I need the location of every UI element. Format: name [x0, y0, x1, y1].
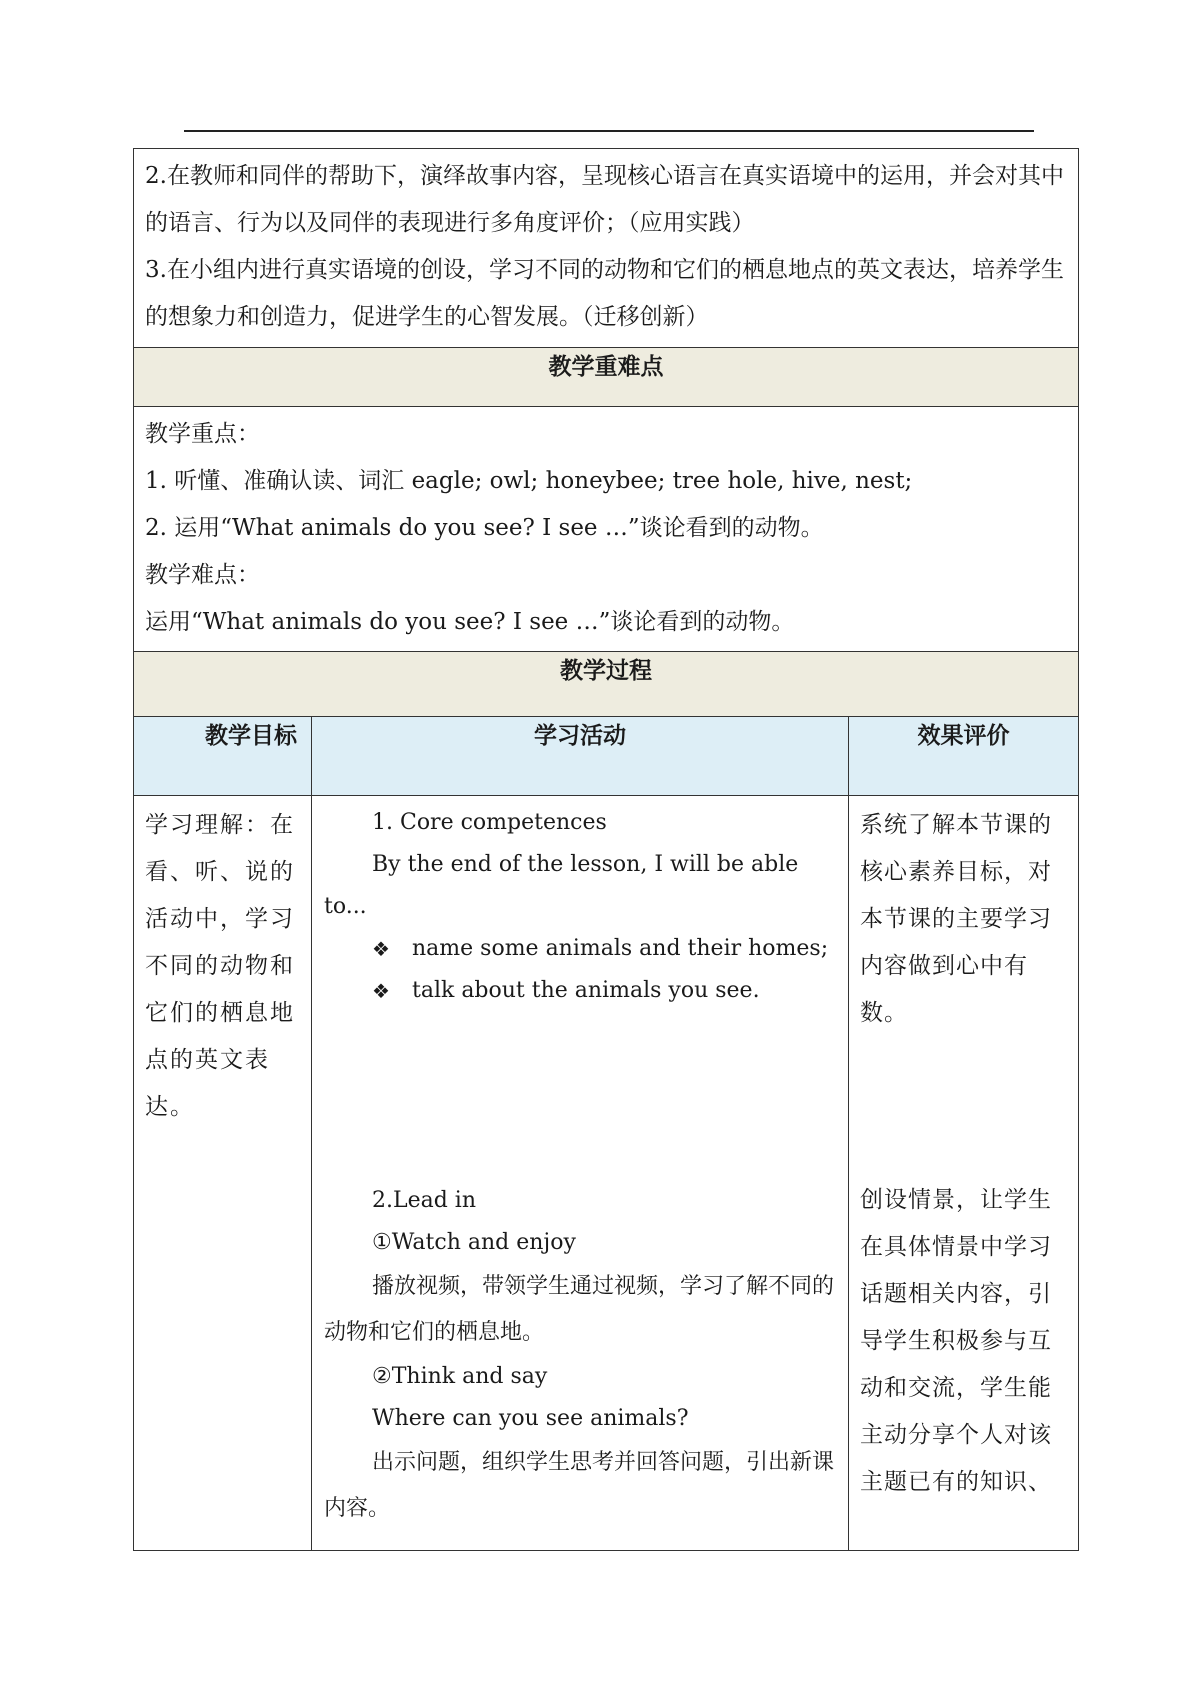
process-heading-row — [134, 652, 1079, 717]
activity2-step2: ②Think and say — [372, 1364, 548, 1389]
activity1-intro: By the end of the lesson, I will be able to... — [324, 852, 799, 919]
activity1-bullet — [324, 970, 838, 1012]
activity1-title: 1. Core competences — [372, 810, 607, 835]
bullet-text: talk about the animals you see. — [412, 978, 760, 1003]
goal-text: 学习理解：在看、听、说的活动中，学习不同的动物和它们的栖息地点的英文表达。 — [145, 812, 295, 1120]
evaluation-text-1: 系统了解本节课的核心素养目标，对本节课的主要学习内容做到心中有数。 — [860, 812, 1052, 1026]
column-header-goal: 教学目标 — [134, 717, 312, 796]
bullet-text: name some animals and their homes; — [412, 936, 829, 961]
process-row — [134, 796, 1079, 1551]
diamond-bullet-icon: ❖ — [372, 979, 390, 1003]
activity-text — [312, 796, 848, 1536]
objective-3: 3.在小组内进行真实语境的创设，学习不同的动物和它们的栖息地点的英文表达，培养学生的想象力和创造力，促进学生的心智发展。（迁移创新） — [145, 257, 1064, 330]
evaluation-spacer — [849, 1043, 1078, 1171]
activity-spacer — [324, 1012, 838, 1180]
activity2-step1-desc: 播放视频，带领学生通过视频，学习了解不同的动物和它们的栖息地。 — [324, 1274, 835, 1345]
objectives-row — [134, 149, 1079, 348]
activity2-step2-question: Where can you see animals? — [372, 1406, 689, 1431]
column-header-evaluation: 效果评价 — [849, 717, 1079, 796]
objective-2: 2.在教师和同伴的帮助下，演绎故事内容，呈现核心语言在真实语境中的运用，并会对其中的语言、行为以及同伴的表现进行多角度评价；（应用实践） — [145, 163, 1064, 236]
column-header-activity: 学习活动 — [312, 717, 849, 796]
evaluation-text-2: 创设情景，让学生在具体情景中学习话题相关内容，引导学生积极参与互动和交流，学生能主动分享个人对该主题已有的知识、 — [860, 1187, 1052, 1495]
process-column-header-row — [134, 717, 1079, 796]
activity1-bullet — [324, 928, 838, 970]
key-points-text — [134, 407, 1078, 648]
process-heading: 教学过程 — [134, 652, 1079, 717]
activity2-step2-desc: 出示问题，组织学生思考并回答问题，引出新课内容。 — [324, 1450, 835, 1521]
key-points-line: 教学重点： — [145, 421, 260, 447]
key-points-line: 1. 听懂、准确认读、词汇 eagle; owl; honeybee; tree hole, hive, nest; — [145, 468, 913, 494]
activity2-step1: ①Watch and enjoy — [372, 1230, 576, 1255]
lesson-plan-table — [133, 148, 1079, 1551]
key-points-line: 教学难点： — [145, 562, 260, 588]
key-points-heading-row — [134, 348, 1079, 407]
activity2-title: 2.Lead in — [372, 1188, 477, 1213]
diamond-bullet-icon: ❖ — [372, 937, 390, 961]
key-points-row — [134, 407, 1079, 652]
key-points-heading: 教学重难点 — [134, 348, 1079, 407]
key-points-line: 运用“What animals do you see? I see …”谈论看到的动物。 — [145, 609, 795, 635]
key-points-line: 2. 运用“What animals do you see? I see …”谈论看到的动物。 — [145, 515, 824, 541]
header-rule — [184, 130, 1034, 132]
objectives-text — [134, 149, 1078, 343]
